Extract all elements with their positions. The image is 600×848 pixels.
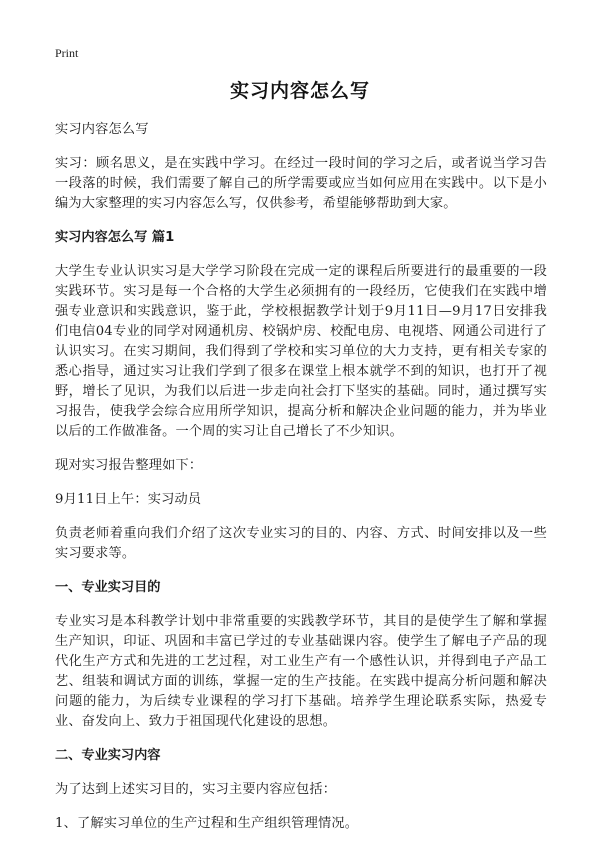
purpose-paragraph: 专业实习是本科教学计划中非常重要的实践教学环节，其目的是使学生了解和掌握生产知识，印证、巩固和丰富已学过的专业基础课内容。使学生了解电子产品的现代化生产方式和先进的工艺过程，对工业生产有一个感性认识，并得到电子产品工艺、组装和调试方面的训练，掌握一定的生产技能。在实践中提高分析问题和解决问题的能力，为后续专业课程的学习打下基础。培养学生理论联系实际，热爱专业、奋发向上、致力于祖国现代化建设的思想。 [55,614,547,729]
subtitle: 实习内容怎么写 [55,122,149,137]
print-link[interactable]: Print [55,46,79,60]
mobilization-paragraph: 负责老师着重向我们介绍了这次专业实习的目的、内容、方式、时间安排以及一些实习要求等。 [55,526,547,561]
page-title: 实习内容怎么写 [229,80,370,102]
content-list-item: 1、了解实习单位的生产过程和生产组织管理情况。 [55,816,359,831]
article-body [55,120,547,848]
content-intro: 为了达到上述实习目的，实习主要内容应包括： [55,782,337,797]
report-intro: 现对实习报告整理如下： [55,458,203,473]
date-line: 9月11日上午：实习动员 [55,492,202,507]
content-heading: 二、专业实习内容 [55,748,161,763]
section-paragraph: 大学生专业认识实习是大学学习阶段在完成一定的课程后所要进行的最重要的一段实践环节。实习是每一个合格的大学生必须拥有的一段经历，它使我们在实践中增强专业意识和实践意识，鉴于此，学校根据教学计划于9月11日—9月17日安排我们电信04专业的同学对网通机房、校锅炉房、校配电房、电视塔、网通公司进行了认识实习。在实习期间，我们得到了学校和实习单位的大力支持，更有相关专家的悉心指导，通过实习让我们学到了很多在课堂上根本就学不到的知识，也打开了视野，增长了见识，为我们以后进一步走向社会打下坚实的基础。同时，通过撰写实习报告，使我学会综合应用所学知识，提高分析和解决企业问题的能力，并为毕业以后的工作做准备。一个周的实习让自己增长了不少知识。 [55,264,547,439]
intro-paragraph: 实习：顾名思义，是在实践中学习。在经过一段时间的学习之后，或者说当学习告一段落的时候，我们需要了解自己的所学需要或应当如何应用在实践中。以下是小编为大家整理的实习内容怎么写，仅供参考，希望能够帮助到大家。 [55,156,547,211]
purpose-heading: 一、专业实习目的 [55,580,161,595]
section-heading: 实习内容怎么写 篇1 [55,230,175,245]
